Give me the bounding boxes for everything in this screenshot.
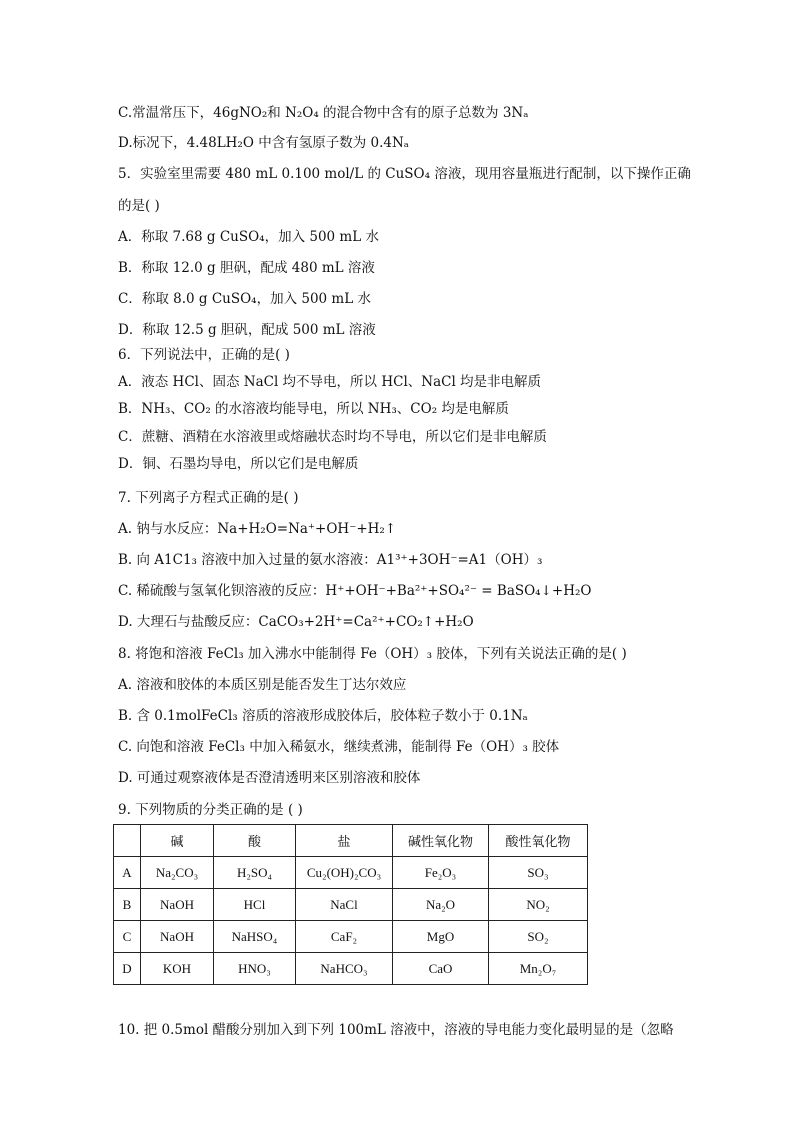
table-row	[114, 921, 588, 953]
table-cell: HCl	[214, 889, 296, 921]
option-5d: D．称取 12.5 g 胆矾，配成 500 mL 溶液	[118, 322, 376, 338]
table-cell: NO₂	[489, 889, 588, 921]
option-5c: C．称取 8.0 g CuSO₄，加入 500 mL 水	[118, 291, 371, 307]
row-label: B	[114, 889, 141, 921]
table-cell: Na₂CO₃	[141, 857, 214, 889]
table-header-cell: 碱	[141, 825, 214, 857]
classification-table	[113, 824, 588, 985]
table-cell: Na₂O	[393, 889, 489, 921]
option-5b: B．称取 12.0 g 胆矾，配成 480 mL 溶液	[118, 260, 375, 276]
table-cell: NaOH	[141, 889, 214, 921]
table-cell: NaHSO₄	[214, 921, 296, 953]
question-9-stem: 9. 下列物质的分类正确的是 ( )	[118, 802, 303, 818]
table-cell: KOH	[141, 953, 214, 985]
option-6d: D．铜、石墨均导电，所以它们是电解质	[118, 456, 359, 472]
table-header-cell	[114, 825, 141, 857]
option-7d: D. 大理石与盐酸反应：CaCO₃+2H⁺=Ca²⁺+CO₂↑+H₂O	[118, 614, 474, 630]
question-8-stem: 8. 将饱和溶液 FeCl₃ 加入沸水中能制得 Fe（OH）₃ 胶体，下列有关说法正确的是( )	[118, 646, 627, 662]
table-cell: HNO₃	[214, 953, 296, 985]
table-cell: SO₃	[489, 857, 588, 889]
table-cell: SO₂	[489, 921, 588, 953]
option-6a: A．液态 HCl、固态 NaCl 均不导电，所以 HCl、NaCl 均是非电解质	[118, 374, 542, 390]
option-4c: C.常温常压下，46gNO₂和 N₂O₄ 的混合物中含有的原子总数为 3Nₐ	[118, 105, 529, 121]
table-cell: MgO	[393, 921, 489, 953]
table-cell: Fe₂O₃	[393, 857, 489, 889]
table-row	[114, 857, 588, 889]
table-cell: Mn₂O₇	[489, 953, 588, 985]
option-7a: A. 钠与水反应：Na+H₂O=Na⁺+OH⁻+H₂↑	[118, 521, 397, 537]
table-header-cell: 碱性氧化物	[393, 825, 489, 857]
option-8a: A. 溶液和胶体的本质区别是能否发生丁达尔效应	[118, 677, 407, 693]
table-cell: Cu₂(OH)₂CO₃	[296, 857, 393, 889]
table-header-row	[114, 825, 588, 857]
question-6-stem: 6．下列说法中，正确的是( )	[118, 347, 290, 363]
option-6b: B．NH₃、CO₂ 的水溶液均能导电，所以 NH₃、CO₂ 均是电解质	[118, 401, 509, 417]
question-5-stem-cont: 的是( )	[118, 198, 160, 214]
row-label: D	[114, 953, 141, 985]
option-6c: C．蔗糖、酒精在水溶液里或熔融状态时均不导电，所以它们是非电解质	[118, 429, 547, 445]
option-8c: C. 向饱和溶液 FeCl₃ 中加入稀氨水，继续煮沸，能制得 Fe（OH）₃ 胶体	[118, 739, 560, 755]
option-4d: D.标况下，4.48LH₂O 中含有氢原子数为 0.4Nₐ	[118, 135, 409, 151]
option-8d: D. 可通过观察液体是否澄清透明来区别溶液和胶体	[118, 770, 421, 786]
row-label: C	[114, 921, 141, 953]
option-8b: B. 含 0.1molFeCl₃ 溶质的溶液形成胶体后，胶体粒子数小于 0.1Nₐ	[118, 708, 528, 724]
option-7c: C. 稀硫酸与氢氧化钡溶液的反应：H⁺+OH⁻+Ba²⁺+SO₄²⁻ = BaSO₄↓+H₂O	[118, 583, 592, 599]
question-10-stem: 10. 把 0.5mol 醋酸分别加入到下列 100mL 溶液中，溶液的导电能力变化最明显的是（忽略	[118, 1022, 674, 1038]
table-row	[114, 889, 588, 921]
table-cell: CaF₂	[296, 921, 393, 953]
row-label: A	[114, 857, 141, 889]
question-5-stem: 5．实验室里需要 480 mL 0.100 mol/L 的 CuSO₄ 溶液，现用容量瓶进行配制，以下操作正确	[118, 166, 691, 182]
table-cell: CaO	[393, 953, 489, 985]
table-cell: NaCl	[296, 889, 393, 921]
option-5a: A．称取 7.68 g CuSO₄，加入 500 mL 水	[118, 229, 379, 245]
question-7-stem: 7. 下列离子方程式正确的是( )	[118, 490, 299, 506]
table-cell: NaHCO₃	[296, 953, 393, 985]
table-header-cell: 酸性氧化物	[489, 825, 588, 857]
table-cell: NaOH	[141, 921, 214, 953]
table-header-cell: 酸	[214, 825, 296, 857]
table-row	[114, 953, 588, 985]
table-cell: H₂SO₄	[214, 857, 296, 889]
table-header-cell: 盐	[296, 825, 393, 857]
option-7b: B. 向 A1C1₃ 溶液中加入过量的氨水溶液：A1³⁺+3OH⁻=A1（OH）₃	[118, 552, 543, 568]
